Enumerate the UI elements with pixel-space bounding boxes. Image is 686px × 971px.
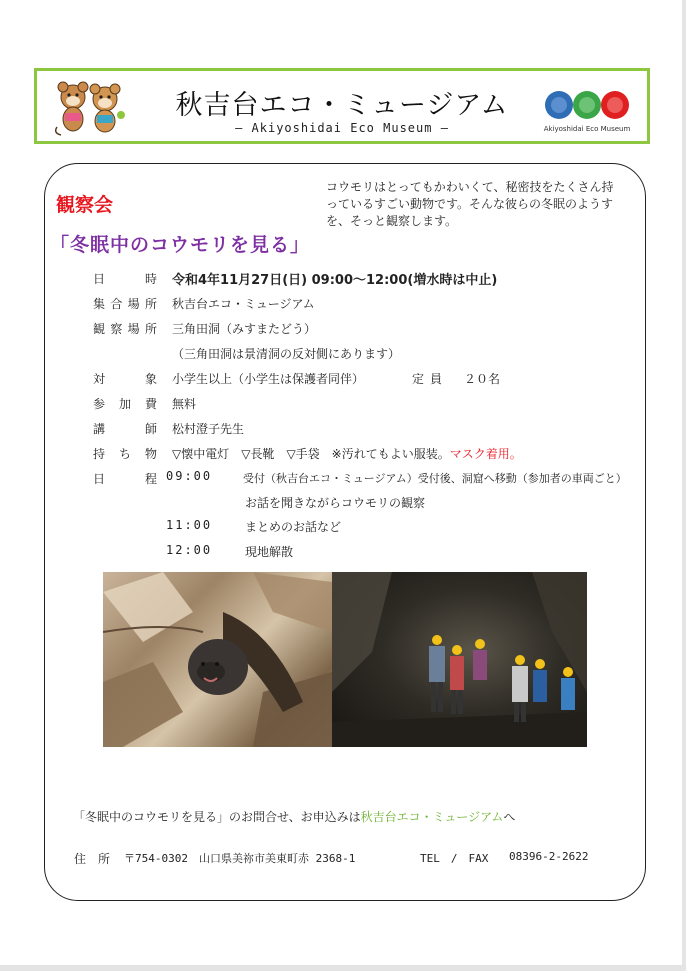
- fee-value: 無料: [172, 397, 197, 411]
- inquiry-line: [73, 808, 515, 825]
- event-title: 「冬眠中のコウモリを見る」: [50, 234, 311, 256]
- meeting-label: 集合場所: [93, 297, 157, 311]
- items-value: [172, 445, 522, 462]
- schedule-text-3: まとめのお話など: [245, 520, 342, 534]
- instructor-label: 講師: [93, 422, 157, 436]
- fee-label: 参加費: [93, 397, 157, 411]
- page-shadow-bottom: [0, 965, 686, 971]
- capacity-value: ２０名: [464, 372, 501, 386]
- schedule-time-3: 11:00: [166, 518, 213, 532]
- schedule-time-4: 12:00: [166, 543, 213, 557]
- mask-notice: マスク着用。: [449, 447, 522, 461]
- site-label: 観察場所: [93, 322, 157, 336]
- museum-name: 秋吉台エコ・ミュージアム: [175, 90, 509, 121]
- tel-label: TEL / FAX: [420, 852, 489, 865]
- schedule-label: 日程: [93, 472, 157, 486]
- cave-visitors: [429, 635, 575, 722]
- event-intro: コウモリはとってもかわいくて、秘密技をたくさん持っているすごい動物です。そんな彼らの冬眠のようすを、そっと観察します。: [326, 180, 614, 228]
- logo-caption: Akiyoshidai Eco Museum: [543, 125, 631, 133]
- meeting-value: 秋吉台エコ・ミュージアム: [172, 297, 315, 311]
- schedule-text-2: お話を聞きながらコウモリの観察: [245, 496, 426, 510]
- instructor-value: 松村澄子先生: [172, 422, 245, 436]
- schedule-text-1: 受付（秋吉台エコ・ミュージアム）受付後、洞窟へ移動（参加者の車両ごと）: [243, 472, 627, 485]
- bat-photo-illustration: [103, 572, 332, 747]
- items-list: ▽懐中電灯 ▽長靴 ▽手袋 ※汚れてもよい服装。: [172, 447, 450, 461]
- target-value: 小学生以上（小学生は保護者同伴）: [172, 372, 365, 386]
- event-type: 観察会: [56, 194, 114, 216]
- schedule-time-1: 09:00: [166, 469, 213, 483]
- site-note: （三角田洞は景清洞の反対側にあります）: [172, 347, 401, 361]
- inquiry-org: 秋吉台エコ・ミュージアム: [360, 810, 504, 824]
- date-value: 令和4年11月27日(日) 09:00～12:00(増水時は中止): [172, 273, 498, 288]
- header-banner: [34, 68, 650, 144]
- tel-value: 08396-2-2622: [509, 850, 589, 863]
- schedule-text-4: 現地解散: [245, 545, 294, 559]
- museum-name-english: ― Akiyoshidai Eco Museum ―: [235, 121, 449, 135]
- address-value: 〒754-0302 山口県美祢市美東町赤 2368-1: [124, 852, 356, 865]
- bat-photo: [103, 572, 332, 747]
- site-value: 三角田洞（みすまたどう）: [172, 322, 317, 336]
- inquiry-prefix: 「冬眠中のコウモリを見る」のお問合せ、お申込みは: [73, 810, 361, 824]
- logo-circles-icon: [539, 85, 635, 125]
- page-shadow-right: [682, 0, 686, 971]
- capacity-label: 定員: [412, 372, 449, 386]
- items-label: 持ち物: [93, 447, 157, 461]
- cave-photo-illustration: [332, 572, 587, 747]
- museum-logo: [539, 85, 635, 139]
- date-label: 日時: [93, 272, 157, 286]
- inquiry-suffix: へ: [503, 810, 516, 824]
- cave-photo: [332, 572, 587, 747]
- address-label: 住 所: [74, 852, 111, 866]
- target-label: 対象: [93, 372, 157, 386]
